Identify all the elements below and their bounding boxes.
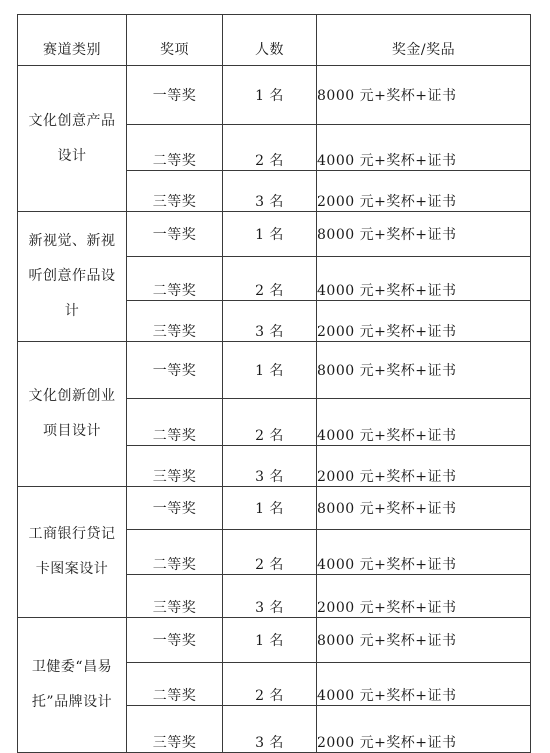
- category-name-line: 卫健委“昌易: [31, 659, 113, 675]
- table-row: [18, 487, 531, 530]
- award-cell: 二等奖: [127, 257, 223, 301]
- count-cell: 1 名: [223, 487, 317, 530]
- prize-cell: 2000 元+奖杯+证书: [317, 706, 531, 753]
- category-name-line: 托”品牌设计: [31, 694, 113, 710]
- prize-cell: 8000 元+奖杯+证书: [317, 342, 531, 399]
- prize-cell: 4000 元+奖杯+证书: [317, 125, 531, 171]
- award-cell: 三等奖: [127, 301, 223, 342]
- award-cell: 一等奖: [127, 342, 223, 399]
- category-name-line: 文化创意产品: [28, 112, 116, 129]
- header-award: 奖项: [127, 15, 223, 66]
- prize-cell: 2000 元+奖杯+证书: [317, 575, 531, 618]
- category-name-line: 项目设计: [43, 423, 101, 439]
- prize-cell: 4000 元+奖杯+证书: [317, 663, 531, 706]
- prize-cell: 4000 元+奖杯+证书: [317, 257, 531, 301]
- prize-cell: 8000 元+奖杯+证书: [317, 487, 531, 530]
- category-cell: [18, 618, 127, 753]
- category-name-line: 听创意作品设: [28, 268, 116, 284]
- count-cell: 3 名: [223, 171, 317, 212]
- header-category: 赛道类别: [18, 15, 127, 66]
- count-cell: 1 名: [223, 212, 317, 257]
- award-cell: 三等奖: [127, 706, 223, 753]
- award-cell: 二等奖: [127, 530, 223, 575]
- category-name-line: 文化创新创业: [28, 388, 116, 404]
- awards-table-container: [17, 14, 530, 751]
- prize-cell: 8000 元+奖杯+证书: [317, 212, 531, 257]
- award-cell: 三等奖: [127, 575, 223, 618]
- header-prize: 奖金/奖品: [317, 15, 531, 66]
- category-name-line: 新视觉、新视: [28, 233, 116, 249]
- category-name-line: 卡图案设计: [35, 561, 109, 577]
- count-cell: 1 名: [223, 618, 317, 663]
- category-name-line: 设计: [57, 147, 87, 164]
- category-name-line: 工商银行贷记: [28, 526, 116, 542]
- count-cell: 2 名: [223, 663, 317, 706]
- prize-cell: 4000 元+奖杯+证书: [317, 399, 531, 446]
- prize-cell: 8000 元+奖杯+证书: [317, 66, 531, 125]
- award-cell: 一等奖: [127, 618, 223, 663]
- award-cell: 三等奖: [127, 171, 223, 212]
- table-row: [18, 212, 531, 257]
- award-cell: 二等奖: [127, 663, 223, 706]
- category-cell: [18, 212, 127, 342]
- category-cell: [18, 66, 127, 212]
- category-cell: [18, 487, 127, 618]
- prize-cell: 8000 元+奖杯+证书: [317, 618, 531, 663]
- count-cell: 3 名: [223, 446, 317, 487]
- count-cell: 2 名: [223, 530, 317, 575]
- table-row: [18, 618, 531, 663]
- table-row: [18, 342, 531, 399]
- prize-cell: 4000 元+奖杯+证书: [317, 530, 531, 575]
- count-cell: 2 名: [223, 125, 317, 171]
- category-name-line: 计: [64, 303, 80, 319]
- prize-cell: 2000 元+奖杯+证书: [317, 171, 531, 212]
- award-cell: 二等奖: [127, 125, 223, 171]
- count-cell: 1 名: [223, 66, 317, 125]
- count-cell: 3 名: [223, 301, 317, 342]
- award-cell: 一等奖: [127, 66, 223, 125]
- count-cell: 2 名: [223, 257, 317, 301]
- count-cell: 3 名: [223, 706, 317, 753]
- count-cell: 1 名: [223, 342, 317, 399]
- table-header-row: [18, 15, 531, 66]
- prize-cell: 2000 元+奖杯+证书: [317, 446, 531, 487]
- table-body: [18, 66, 531, 753]
- award-cell: 二等奖: [127, 399, 223, 446]
- award-cell: 三等奖: [127, 446, 223, 487]
- awards-table: [17, 14, 531, 753]
- count-cell: 3 名: [223, 575, 317, 618]
- header-count: 人数: [223, 15, 317, 66]
- award-cell: 一等奖: [127, 212, 223, 257]
- award-cell: 一等奖: [127, 487, 223, 530]
- count-cell: 2 名: [223, 399, 317, 446]
- prize-cell: 2000 元+奖杯+证书: [317, 301, 531, 342]
- category-cell: [18, 342, 127, 487]
- table-row: [18, 66, 531, 125]
